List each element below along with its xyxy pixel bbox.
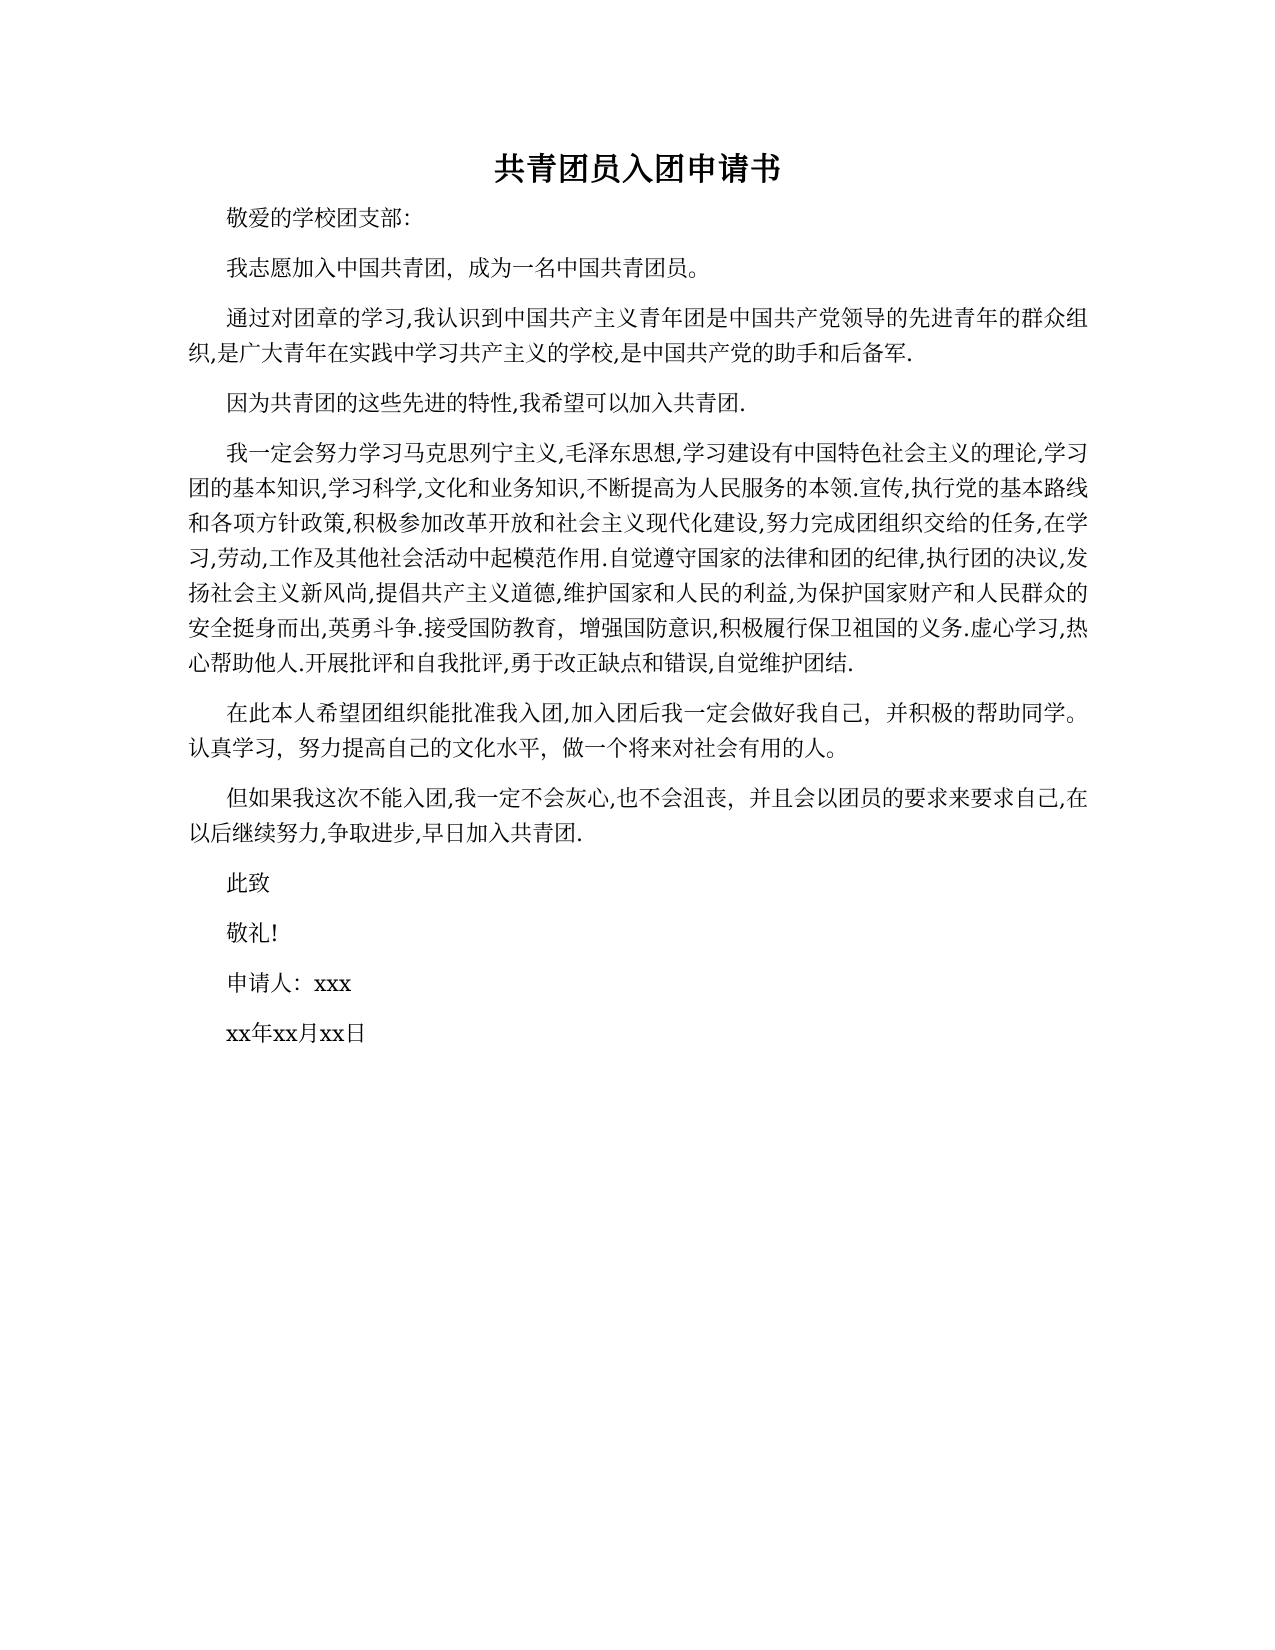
paragraph: 通过对团章的学习,我认识到中国共产主义青年团是中国共产党领导的先进青年的群众组织,是广大青年在实践中学习共产主义的学校,是中国共产党的助手和后备军. <box>188 307 1088 367</box>
salutation: 敬爱的学校团支部： <box>226 207 425 232</box>
closing-salute: 敬礼! <box>226 922 279 947</box>
paragraph: 因为共青团的这些先进的特性,我希望可以加入共青团. <box>226 392 746 417</box>
document-title: 共青团员入团申请书 <box>494 152 782 188</box>
applicant-name: 申请人：xxx <box>226 972 352 997</box>
document-body <box>188 150 1088 1067</box>
closing-line: 此致 <box>226 872 271 897</box>
paragraph: 但如果我这次不能入团,我一定不会灰心,也不会沮丧，并且会以团员的要求来要求自己,在以后继续努力,争取进步,早日加入共青团. <box>188 787 1088 847</box>
paragraph: 我一定会努力学习马克思列宁主义,毛泽东思想,学习建设有中国特色社会主义的理论,学习团的基本知识,学习科学,文化和业务知识,不断提高为人民服务的本领.宣传,执行党的基本路线和各项方针政策,积极参加改革开放和社会主义现代化建设,努力完成团组织交给的任务,在学习,劳动,工作及其他社会活动中起模范作用.自觉遵守国家的法律和团的纪律,执行团的决议,发扬社会主义新风尚,提倡共产主义道德,维护国家和人民的利益,为保护国家财产和人民群众的安全挺身而出,英勇斗争.接受国防教育，增强国防意识,积极履行保卫祖国的义务.虚心学习,热心帮助他人.开展批评和自我批评,勇于改正缺点和错误,自觉维护团结. <box>188 442 1089 677</box>
application-date: xx年xx月xx日 <box>226 1022 367 1047</box>
paragraph: 在此本人希望团组织能批准我入团,加入团后我一定会做好我自己，并积极的帮助同学。认真学习，努力提高自己的文化水平，做一个将来对社会有用的人。 <box>188 702 1088 762</box>
paragraph: 我志愿加入中国共青团，成为一名中国共青团员。 <box>226 257 711 282</box>
